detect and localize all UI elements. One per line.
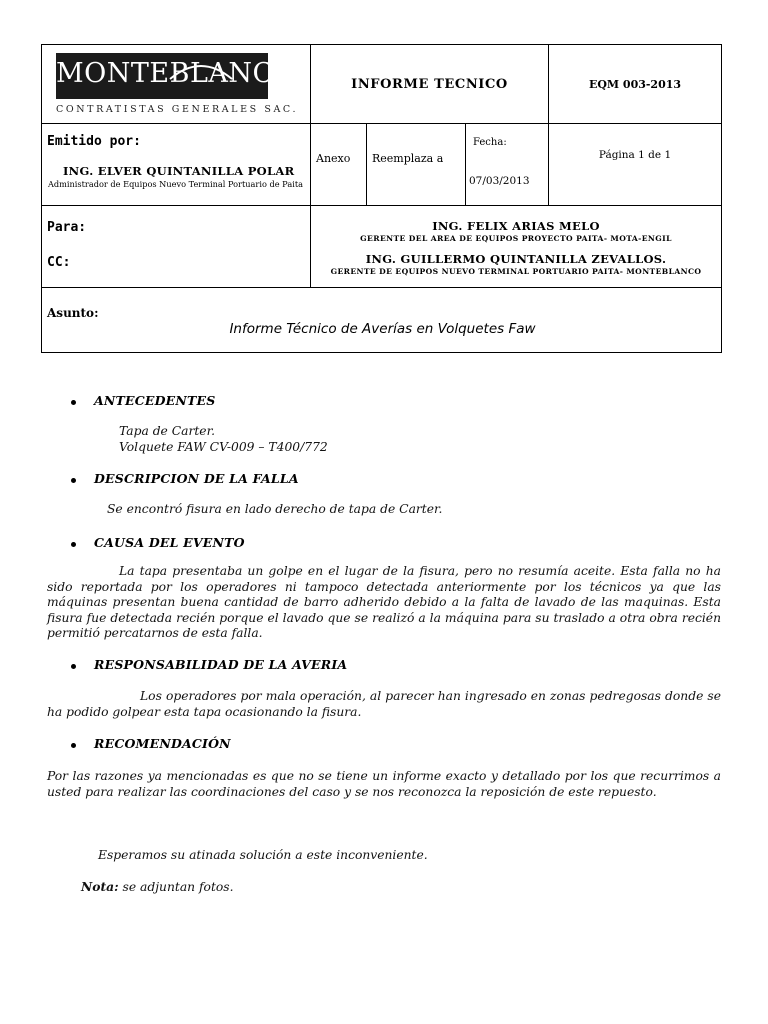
responsabilidad-text: Los operadores por mala operación, al parecer han ingresado en zonas pedregosas donde se ha podido golpear esta tapa ocasionando la fisura. bbox=[47, 689, 721, 719]
fecha-value: 07/03/2013 bbox=[469, 175, 530, 187]
para-name: ING. FELIX ARIAS MELO bbox=[432, 219, 600, 233]
bullet-icon bbox=[71, 664, 76, 669]
cc-label: CC: bbox=[47, 255, 71, 270]
row-divider bbox=[42, 287, 721, 288]
heading-antecedentes: ANTECEDENTES bbox=[94, 393, 216, 408]
logo-subtitle: CONTRATISTAS GENERALES SAC. bbox=[56, 104, 299, 115]
para-role: GERENTE DEL AREA DE EQUIPOS PROYECTO PAITA- MOTA-ENGIL bbox=[360, 234, 672, 243]
row-divider bbox=[42, 123, 721, 124]
anexo-label: Anexo bbox=[316, 152, 351, 165]
cc-name: ING. GUILLERMO QUINTANILLA ZEVALLOS. bbox=[365, 252, 667, 266]
logo-wordmark: MONTEBLANCO bbox=[56, 58, 297, 89]
col-divider bbox=[465, 123, 466, 205]
emitido-role: Administrador de Equipos Nuevo Terminal Portuario de Paita bbox=[48, 179, 303, 189]
fecha-label: Fecha: bbox=[473, 137, 507, 148]
col-divider bbox=[366, 123, 367, 205]
emitido-label: Emitido por: bbox=[47, 134, 141, 149]
company-logo bbox=[56, 53, 299, 117]
heading-responsabilidad: RESPONSABILIDAD DE LA AVERIA bbox=[94, 657, 348, 672]
row-divider bbox=[42, 205, 721, 206]
cc-role: GERENTE DE EQUIPOS NUEVO TERMINAL PORTUARIO PAITA- MONTEBLANCO bbox=[330, 267, 702, 276]
document-code: EQM 003-2013 bbox=[588, 77, 682, 91]
descripcion-text: Se encontró fisura en lado derecho de tapa de Carter. bbox=[107, 502, 443, 516]
heading-descripcion: DESCRIPCION DE LA FALLA bbox=[94, 471, 299, 486]
document-title: INFORME TECNICO bbox=[351, 76, 508, 92]
para-label: Para: bbox=[47, 220, 87, 235]
header-table bbox=[41, 44, 722, 353]
nota-line bbox=[81, 879, 234, 896]
asunto-label: Asunto: bbox=[47, 306, 99, 320]
emitido-name: ING. ELVER QUINTANILLA POLAR bbox=[63, 164, 295, 178]
asunto-text: Informe Técnico de Averías en Volquetes Faw bbox=[229, 321, 536, 337]
bullet-icon bbox=[71, 400, 76, 405]
heading-recomendacion: RECOMENDACIÓN bbox=[94, 736, 231, 751]
nota-text: se adjuntan fotos. bbox=[118, 880, 234, 894]
reemplaza-label: Reemplaza a bbox=[372, 152, 444, 165]
bullet-icon bbox=[71, 743, 76, 748]
antecedentes-line-2: Volquete FAW CV-009 – T400/772 bbox=[119, 440, 328, 454]
causa-text: La tapa presentaba un golpe en el lugar de la fisura, pero no resumía aceite. Esta falla no ha sido reportada por los operadores ni tampoco detectada anteriormente por los técnicos ya que las máquinas presentan buena cantidad de barro adherido debido a la falta de lavado de las maquinas. Esta fisura fue detectada recién porque el lavado que se realizó a la máquina para su traslado a otra obra recién permitió percatarnos de esta falla. bbox=[47, 564, 721, 640]
bullet-icon bbox=[71, 542, 76, 547]
bullet-icon bbox=[71, 478, 76, 483]
heading-causa: CAUSA DEL EVENTO bbox=[94, 535, 245, 550]
closing-text: Esperamos su atinada solución a este inconveniente. bbox=[98, 848, 428, 862]
recomendacion-text: Por las razones ya mencionadas es que no se tiene un informe exacto y detallado por los que recurrimos a usted para realizar las coordinaciones del caso y se nos reconozca la reposición de este repuesto. bbox=[47, 769, 721, 799]
page-number: Página 1 de 1 bbox=[598, 149, 672, 161]
antecedentes-line-1: Tapa de Carter. bbox=[119, 424, 216, 438]
nota-label: Nota: bbox=[81, 879, 119, 894]
